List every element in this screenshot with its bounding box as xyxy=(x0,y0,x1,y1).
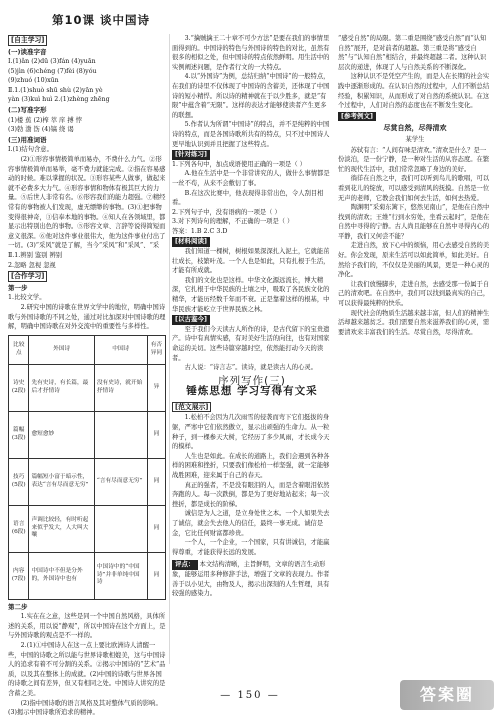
practice-item: B.在这次比赛中，他表现得非常出色，令人刮目相看。 xyxy=(172,189,324,207)
table-row xyxy=(9,364,166,411)
step-two-item: 1.实在在之意，这些是同一个中国自然风格，具体所述的关系，用以说“静观”，所以中国诗在这个方面上，是与外国诗歌的观点是不一样的。 xyxy=(8,613,166,640)
table-cell xyxy=(94,411,147,458)
ancient-paragraph: 古人说：“诗言志”。读诗，就是读古人的心灵。 xyxy=(184,364,317,372)
vocab-line: Ⅰ.(1)结句含意。 xyxy=(8,146,53,154)
reference-paragraph: 苏轼有言：“人间有味是清欢。”清欢是什么？是一份淡泊，是一份宁静，是一种对生活的从容态度。在繁忙的现代生活中，我们常常忽略了身边的美好。 xyxy=(338,146,490,173)
table-cell: 没有史诗，就开始抒情诗 xyxy=(94,364,147,411)
practice-item: A.他在生活中是一个非常讲究的人，做什么事情都是一丝不苟，从来不会敷衍了事。 xyxy=(172,170,330,187)
reference-essay-label: [参考例文] xyxy=(338,112,376,122)
column-right xyxy=(338,34,492,337)
vocab-paragraph: (2)①形容事情极简单而易办，不费什么力气。②形容事情极简单而易举，毫不费力就能完成。②指在容易感动的时候。难以掌握的状况。③形容某些人做事，做起来就不必费多大力气。④形容事情和物体有极其巨大的力量。⑤后世人非常有名。⑥形容我们的能力超强。⑦精经常有的事物被人们发现，虚无缥缈的事物。(3)①把事物变得很神奇，③信奉本地的事物。④知人在各领域里，都显示出特别出色的事物。⑤形容文章、言辞等说得简短而意义很深。⑥他对这件事业很伟大，他为这件事业付出了一切。(3)“采风”就是了解，当今“采风”和“采风”、“采 xyxy=(8,156,166,250)
model-paragraph: 真正的强者，不是没有眼泪的人，而是含着眼泪依然奔跑的人。每一次跌倒，都是为了更好地站起来；每一次挫折，都是成长的阶梯。 xyxy=(172,481,330,508)
material-reading-label: [材料阅读] xyxy=(172,237,210,247)
step-two-heading: 第二步 xyxy=(8,602,28,611)
table-header-cell: 中国诗 xyxy=(94,335,147,364)
practice-answer: 答案：1.B 2.C 3.D xyxy=(172,227,228,235)
analysis-paragraph: 4.以“外国诗”为例，总结归纳“中国诗”的一般特点，在我们的诗里不仅体现了中国诗的含蓄美，还体现了中国诗的短小精悍。所以诗的精神就在于以少胜多，就是“有限”中蕴含着“无限”。这样的表达才能够使读者产生更多的联想。 xyxy=(172,73,330,119)
reference-essay-title: 尽赏自然，尽得清欢 xyxy=(383,124,447,133)
practice-item: 1.下列各句中，加点成语使用正确的一项是（ ） xyxy=(172,160,306,168)
unit-title: 锤炼思想 学习写得有文采 xyxy=(186,385,318,398)
table-header-cell: 比较点 xyxy=(9,335,29,364)
pinyin-line: Ⅱ.1.(1)shuò shū shù (2)yān yè xyxy=(8,86,103,94)
character-line: (1)楼 蕉 (2)榨 萃 庠 搏 悖 xyxy=(8,116,82,124)
table-header-cell: 有否异同 xyxy=(147,335,165,364)
vocab-line: Ⅱ.1.辨别 鉴别 辨别 xyxy=(8,252,63,260)
table-cell: 篇幅短小富于暗示性，表达“言有尽而意无穷” xyxy=(29,458,94,505)
table-row xyxy=(9,458,166,505)
reference-paragraph: 陶渊明“采菊东篱下，悠然见南山”，是他在自然中找到的清欢；王维“行到水穷处，坐看云起时”，是他在自然中寻得的宁静。古人尚且能够在自然中寻得内心的平静，我们又何尝不能？ xyxy=(338,204,490,240)
analysis-paragraph: 5.作者认为所谓“中国诗”的特点，并不是纯粹的中国诗的特点，而是各国诗歌所共有的特点，只不过中国诗人更早地认识到并且把握了这些特点。 xyxy=(172,121,330,148)
cooperative-study-label: [合作学习] xyxy=(8,271,47,282)
character-line: (3)勃 渤 饬 (4)镐 绕 谒 xyxy=(8,126,74,134)
comment-block xyxy=(172,559,332,598)
comment-text: 本文结构清晰，主旨鲜明，文章的语言生动形象，能够运用多种修辞手法，增强了文章的表现力。作者善于以小见大，由物及人，揭示出深刻的人生哲理，具有较强的感染力。 xyxy=(172,561,330,598)
table-cell: 声调比较轻，有时听起来似乎发大，人大叫大嚷 xyxy=(29,505,94,552)
pinyin-line: yàn (3)kuì huì 2.(1)zhèng zhēng xyxy=(8,96,110,104)
intro-paragraph: 这种认识不是凭空产生的，而是人在长期的社会实践中逐渐形成的。在认识自然的过程中，人们不断总结经验，积累知识，从而形成了对自然的系统认识。在这个过程中，人们对自然的态度也在不断发生变化。 xyxy=(338,73,490,110)
table-cell: 篇幅(3段) xyxy=(9,411,29,458)
column-divider xyxy=(169,34,170,664)
table-cell: 语言(6段) xyxy=(9,505,29,552)
model-paragraph: 1.松柏不会因为几次雨雪的侵袭而弯下它们挺拔的身躯，严寒中它们依然傲立，显示出顽强的生命力。从一粒种子，到一棵参天大树，它经历了多少风雨，才长成今天的模样。 xyxy=(172,414,330,451)
targeted-practice-label: [针对练习] xyxy=(172,150,210,160)
table-header-cell: 外国诗 xyxy=(29,335,94,364)
column-left xyxy=(8,34,166,718)
table-cell: 内容(7段) xyxy=(9,552,29,599)
analysis-paragraph: 3.“擒贼擒王二十章不可少方法”是要在我们的事情里面得到的。中国诗的特色与外国诗的特色的对比，虽然有很多的相似之处，但中国诗的特点依然鲜明。用生活中的实例阐述问题，是作者行文的一大特点。 xyxy=(172,35,330,71)
table-cell: 异 xyxy=(147,364,165,411)
essay-paragraph: 我们知道一棵树，树根如果深深扎入泥土，它就能茁壮成长，枝繁叶茂。一个人也是如此，只有扎根于生活，才能有所成就。 xyxy=(172,248,330,275)
pinyin-line: (5)jìn (6)chéng (7)fèi (8)yóu xyxy=(8,67,97,75)
comparison-table xyxy=(8,335,166,600)
essay-paragraph: 我们的文化也是这样。中华文化源远流长，博大精深，它扎根于中华民族的土壤之中，吸取了各民族文化的精华，才能历经数千年而不衰。正是靠着这样的根基，中华民族才能屹立于世界民族之林。 xyxy=(172,276,330,313)
table-cell: 技巧(5段) xyxy=(9,458,29,505)
table-row xyxy=(9,552,166,599)
pronunciation-heading: (一)读准字音 xyxy=(8,47,47,56)
table-cell: 同 xyxy=(147,505,165,552)
ancient-mirror-label: [以古鉴今] xyxy=(172,315,210,325)
pinyin-line: Ⅰ.(1)ǎn (2)dū (3)fán (4)yuān xyxy=(8,58,96,66)
vocab-line: 2.忽略 忽视 忽视 xyxy=(8,261,56,269)
step-two-item: 2.(1)①中国诗人在这一点上要比欧洲诗人清醒一些，中国的诗歌之所以能与世界诗歌相媲美，这与中国诗人的追求有着不可分割的关系。②揭示中国诗的“艺术”品质，以及其在整体上的成就。(2)中国的诗歌与世界各国的诗歌之间有差异，但又有相同之处。中国诗人讲究的是含蓄之美。 xyxy=(8,642,166,698)
pinyin-line: (9)zhuó (10)xūn xyxy=(8,77,59,85)
table-cell: 愈短愈妙 xyxy=(29,411,94,458)
reference-paragraph: 现代社会的物质生活越来越丰富，但人们的精神生活却越来越贫乏。我们需要自然来滋养我们的心灵，需要清欢来丰富我们的生活。尽赏自然，尽得清欢。 xyxy=(338,309,490,336)
step-one-item: 1.比较文学。 xyxy=(8,294,46,302)
reference-essay-author: 某学生 xyxy=(405,135,425,143)
table-cell: 诗史(2段) xyxy=(9,364,29,411)
watermark-logo: 答案圈 xyxy=(400,680,494,710)
vocabulary-heading: (三)用准词语 xyxy=(8,135,47,144)
table-cell: 同 xyxy=(147,411,165,458)
column-middle xyxy=(172,34,332,599)
table-row xyxy=(9,505,166,552)
page-number: — 150 — xyxy=(220,690,280,701)
writing-heading: (二)写准字形 xyxy=(8,106,47,115)
table-cell: 中国诗中不但是分外的，外国诗中也有 xyxy=(29,552,94,599)
table-header-row xyxy=(9,335,166,364)
step-one-heading: 第一步 xyxy=(8,283,28,292)
table-cell: 中国诗中的“中国诗”并非单纯中国诗 xyxy=(94,552,147,599)
table-cell: 先有史诗，有长篇，最后才抒情诗 xyxy=(29,364,94,411)
table-cell: “言有尽而意无穷” xyxy=(94,458,147,505)
self-study-label: [自主学习] xyxy=(8,35,47,46)
ancient-paragraph: 至于我们今天读古人所作的诗，是古代留下的宝贵遗产。诗中有真情实感，有对美好生活的向往，也有对国家命运的关切。这些诗篇穿越时空，依然能打动今天的读者。 xyxy=(172,325,330,362)
table-cell xyxy=(94,505,147,552)
model-paragraph: 诚信是为人之道，是立身处世之本。一个人如果失去了诚信，就会失去他人的信任，最终一事无成。诚信是金，它比任何财富都珍贵。 xyxy=(172,510,330,537)
reference-paragraph: 让我们放慢脚步，走进自然，去感受那一份属于自己的清欢吧。在自然中，我们可以找到最真实的自己，可以获得最纯粹的快乐。 xyxy=(338,280,490,308)
step-one-item: 2.研究中国的诗歌在世界文学中的地位，明确中国诗歌与外国诗歌的不同之处，通过对比加深对中国诗歌的理解，明确中国诗歌在对外交流中的重要性与多样性。 xyxy=(8,303,166,331)
practice-item: 2.下列句子中，没有语病的一项是（ ） xyxy=(172,208,281,216)
reference-paragraph: 走进自然，放下心中的烦恼，用心去感受自然的美好。你会发现，原来生活可以如此简单，如此美好。自然给予我们的，不仅仅是美丽的风景，更是一种心灵的净化。 xyxy=(338,242,490,279)
comment-label: 评点： xyxy=(172,560,198,570)
model-paragraph: 人生也是如此。在成长的道路上，我们会遇到各种各样的困难和挫折，只要我们像松柏一样坚强，就一定能够战胜困难，迎来属于自己的春天。 xyxy=(172,452,330,480)
intro-paragraph: “感受自然”的局限。第二重是围绕“感受自然”而“认知自然”展开，是对前者的超越。第三重是将“感受自然”与“认知自然”相结合，并最终超越二者。这种认识层次的递进，体现了人与自然关系的不断深化。 xyxy=(338,35,487,71)
model-essay-label: [范文展示] xyxy=(172,402,211,413)
model-paragraph: 一个人，一个企业，一个国家，只有讲诚信，才能赢得尊重，才能获得长远的发展。 xyxy=(172,539,330,556)
step-two-item: (2)指中国诗歌的语言风格及其对整体气质的影响。(3)揭示中国诗歌所追求的精神。 xyxy=(8,699,162,717)
series-title: 序列写作(三) xyxy=(218,374,286,387)
table-row xyxy=(9,411,166,458)
reference-paragraph: 徜徉在自然之中，我们可以听到鸟儿的歌唱，可以看到花儿的绽放，可以感受到清风的抚摸。自然是一位无声的老师，它教会我们如何去生活，如何去热爱。 xyxy=(338,175,490,202)
practice-item: 3.对下列诗句的理解，不正确的一项是（ ） xyxy=(172,218,294,226)
table-cell: 同 xyxy=(147,458,165,505)
lesson-title: 第10课 谈中国诗 xyxy=(52,13,151,27)
table-cell: 同 xyxy=(147,552,165,599)
